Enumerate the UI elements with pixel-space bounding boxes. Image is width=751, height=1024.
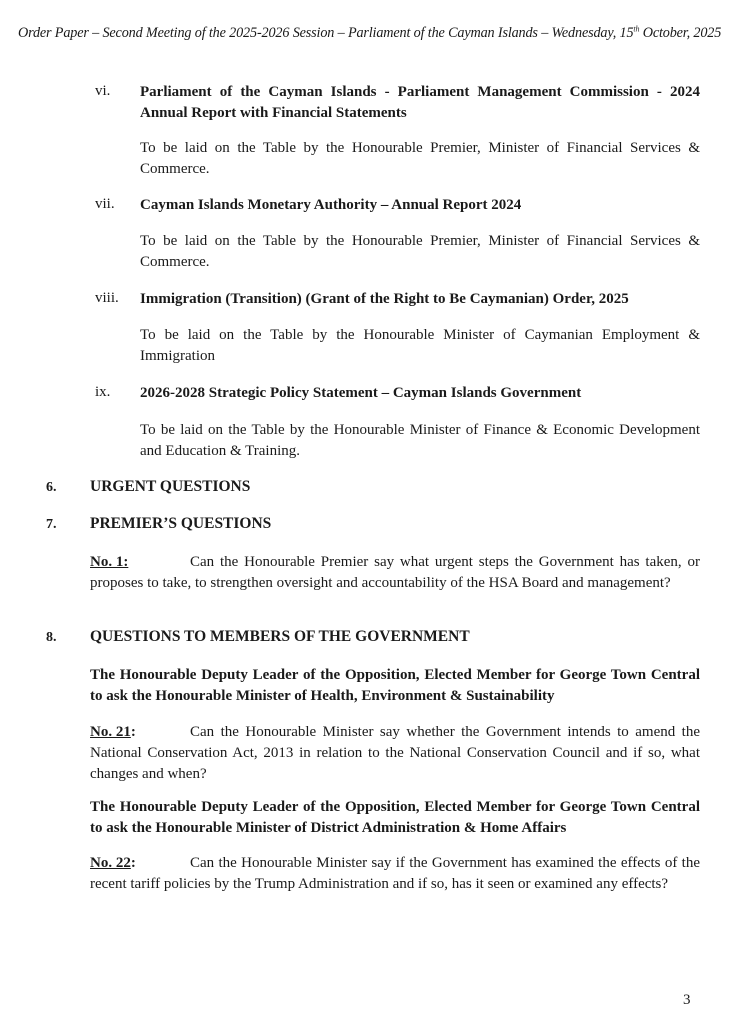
section-title: PREMIER’S QUESTIONS	[90, 515, 272, 532]
running-header	[18, 25, 738, 42]
question-label-wrap	[90, 853, 190, 874]
paper-numeral: vi.	[95, 83, 111, 99]
header-ordinal-suffix: th	[633, 24, 640, 34]
paper-numeral: vii.	[95, 196, 115, 212]
section-number: 6.	[46, 480, 57, 495]
question-no-1	[90, 552, 700, 594]
header-text: Order Paper – Second Meeting of the 2025-2026 Session – Parliament of the Cayman Islands – Wednesday, 15	[18, 25, 634, 41]
paper-laid-by: To be laid on the Table by the Honourable Premier, Minister of Financial Services & Commerce.	[140, 233, 700, 270]
page-number: 3	[683, 992, 691, 1008]
question-text: Can the Honourable Minister say if the Government has examined the effects of the recent tariff policies by the Trump Administration and if so, has it seen or examined any effects?	[90, 855, 700, 892]
question-asker: The Honourable Deputy Leader of the Opposition, Elected Member for George Town Central to ask the Honourable Minister of District Administration & Home Affairs	[90, 799, 700, 836]
paper-numeral: ix.	[95, 384, 111, 400]
question-text: Can the Honourable Minister say whether the Government intends to amend the National Conservation Act, 2013 in relation to the National Conservation Council and if so, what changes and when?	[90, 724, 700, 782]
question-label-colon: :	[130, 855, 136, 871]
section-title: QUESTIONS TO MEMBERS OF THE GOVERNMENT	[90, 628, 470, 645]
question-asker: The Honourable Deputy Leader of the Opposition, Elected Member for George Town Central to ask the Honourable Minister of Health, Environment & Sustainability	[90, 667, 700, 704]
question-label-colon: :	[130, 724, 136, 740]
section-number: 8.	[46, 630, 57, 645]
paper-title: Immigration (Transition) (Grant of the Right to Be Caymanian) Order, 2025	[140, 291, 629, 307]
header-text-date: October, 2025	[639, 25, 722, 41]
question-label: No. 22	[90, 855, 131, 871]
question-label: No. 21	[90, 724, 131, 740]
paper-title: Cayman Islands Monetary Authority – Annual Report 2024	[140, 197, 522, 213]
paper-title: Parliament of the Cayman Islands - Parliament Management Commission - 2024 Annual Report with Financial Statements	[140, 84, 700, 121]
question-label-wrap	[90, 722, 190, 743]
question-text: Can the Honourable Premier say what urgent steps the Government has taken, or proposes to take, to strengthen oversight and accountability of the HSA Board and management?	[90, 554, 700, 591]
paper-laid-by: To be laid on the Table by the Honourable Minister of Caymanian Employment & Immigration	[140, 327, 700, 364]
section-number: 7.	[46, 517, 57, 532]
paper-laid-by: To be laid on the Table by the Honourable Minister of Finance & Economic Development and Education & Training.	[140, 422, 700, 459]
paper-title: 2026-2028 Strategic Policy Statement – Cayman Islands Government	[140, 385, 582, 401]
question-no-22	[90, 853, 700, 895]
section-title: URGENT QUESTIONS	[90, 478, 251, 495]
question-no-21	[90, 722, 700, 785]
question-label: No. 1:	[90, 554, 129, 570]
paper-laid-by: To be laid on the Table by the Honourable Premier, Minister of Financial Services & Commerce.	[140, 140, 700, 177]
paper-numeral: viii.	[95, 290, 119, 306]
